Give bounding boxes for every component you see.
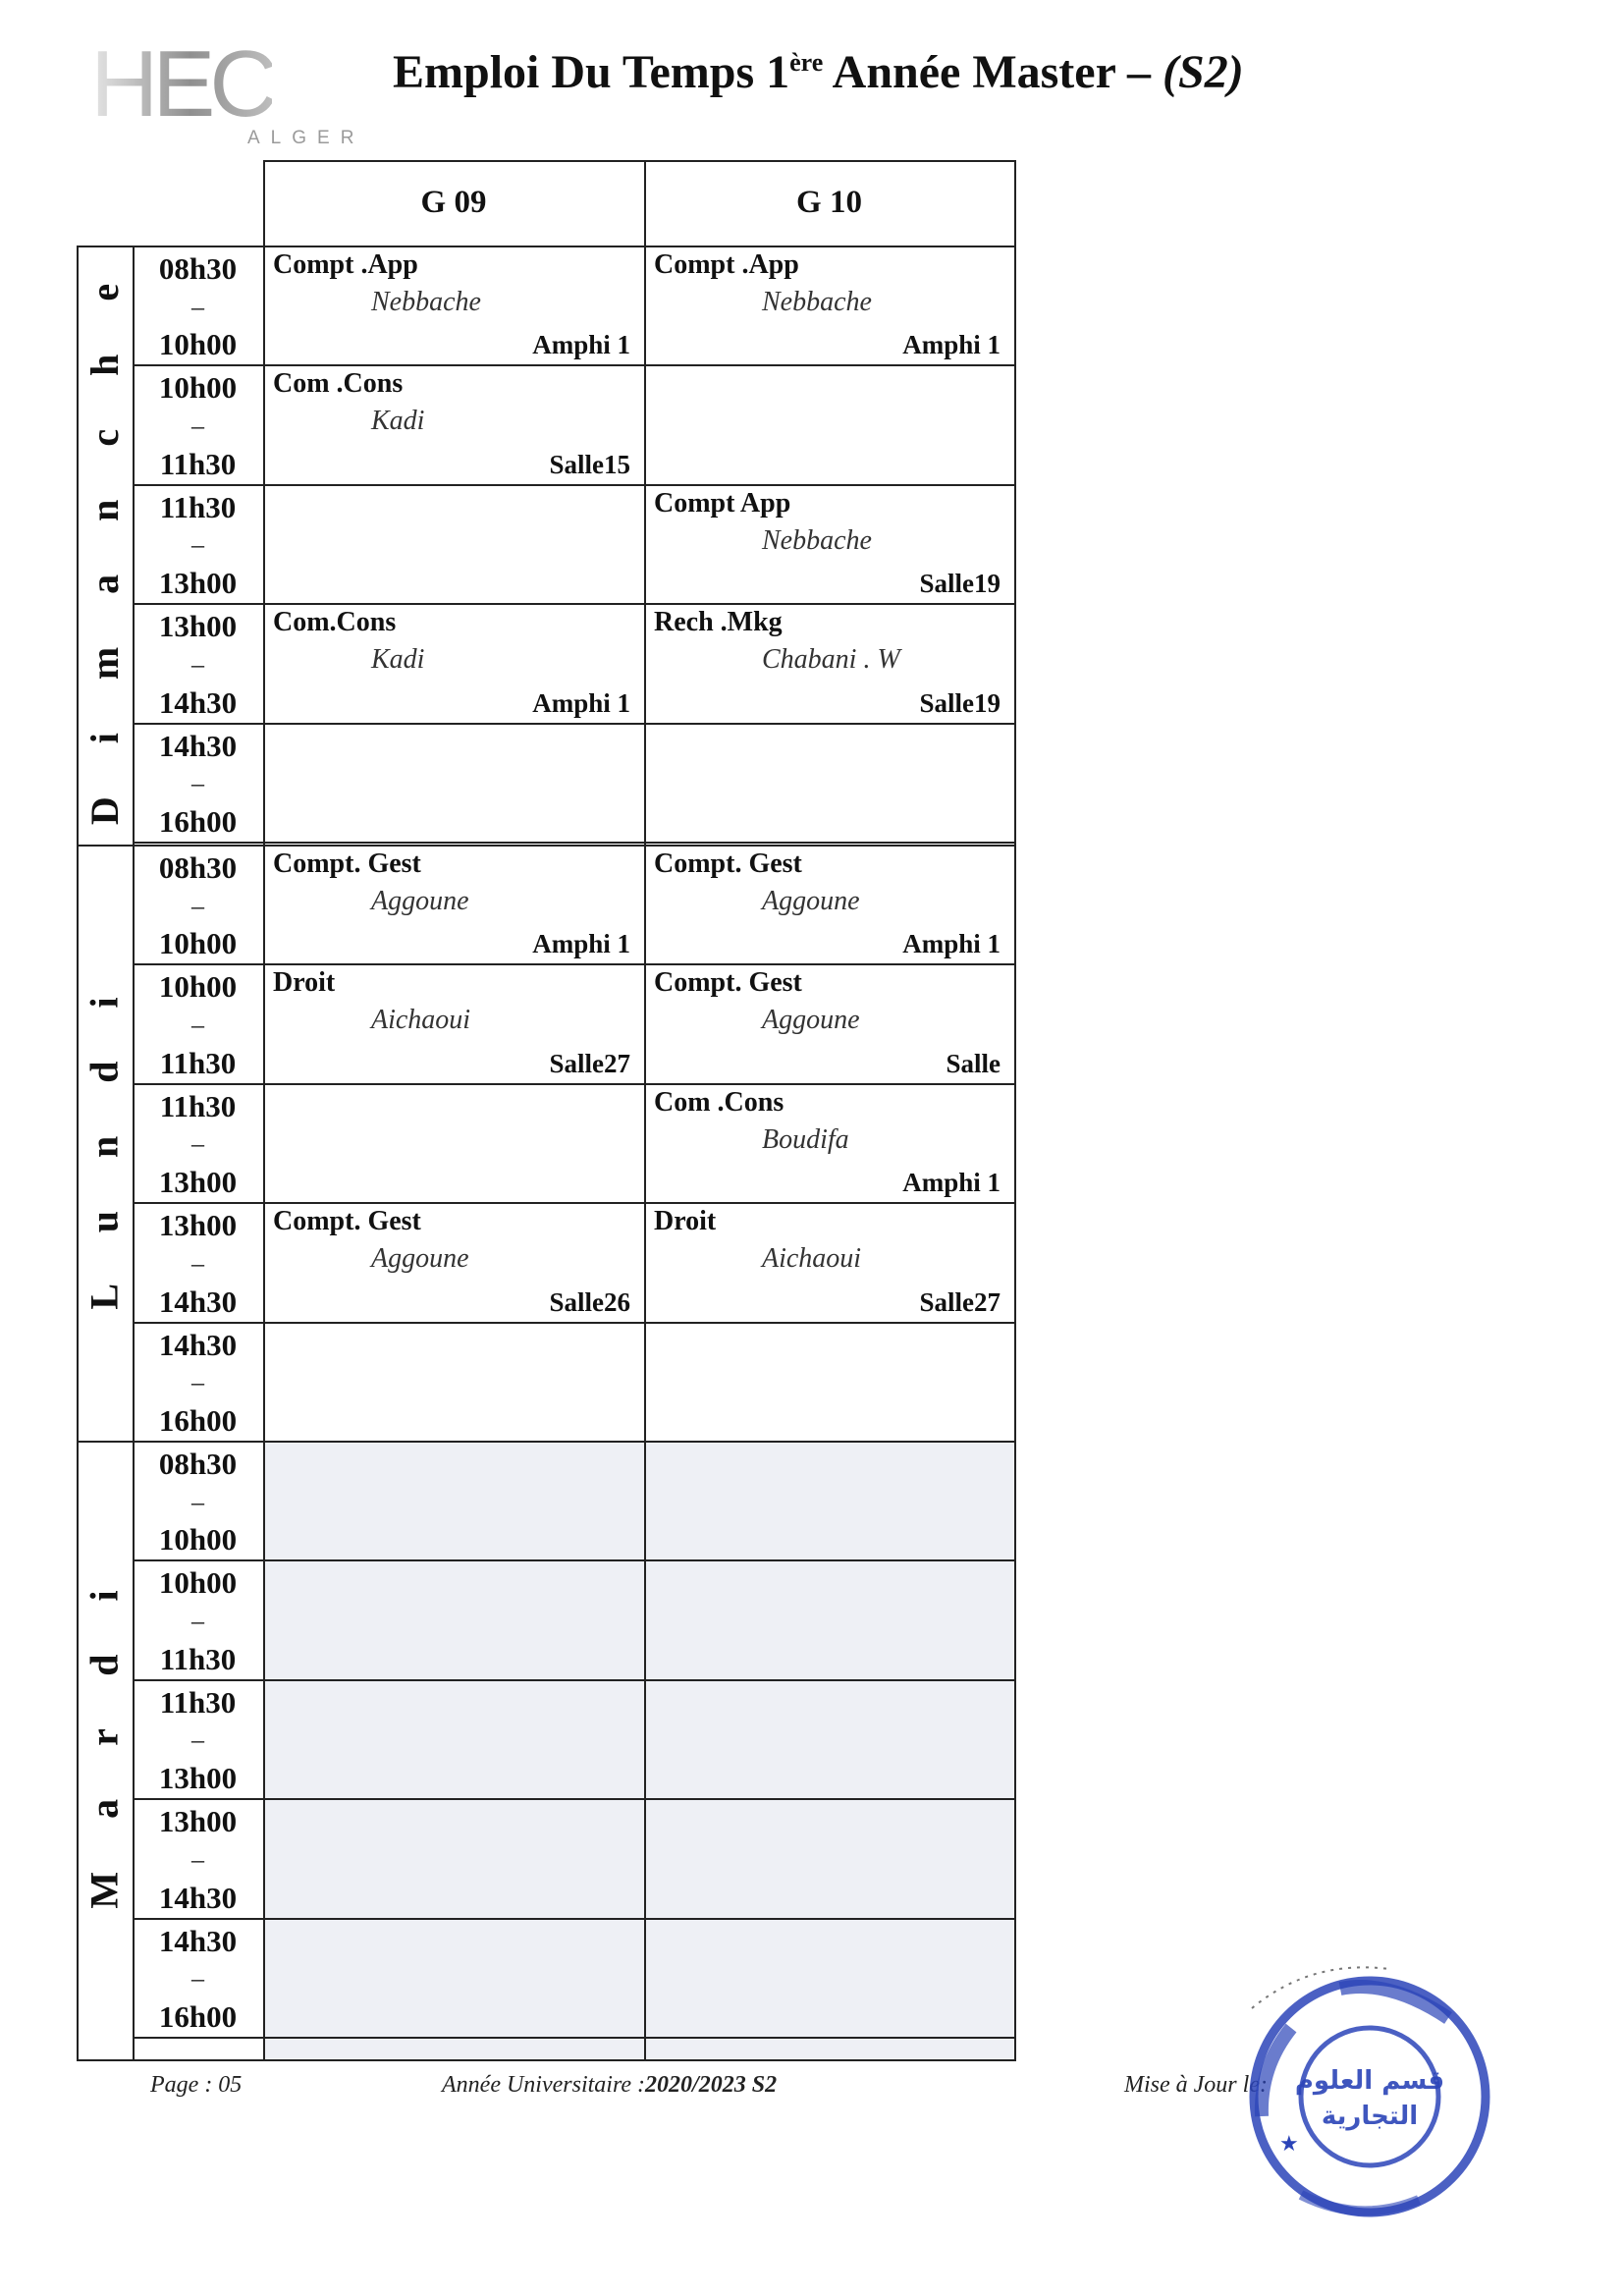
update-label: Mise à Jour le: (1124, 2072, 1268, 2098)
course-name: Compt .App (654, 249, 799, 280)
room-name: Amphi 1 (532, 929, 630, 959)
day-name: L u n d i (82, 975, 128, 1310)
course-cell-g10 (644, 1918, 1014, 2037)
professor-name: Aggoune (371, 886, 469, 916)
room-name: Salle15 (549, 449, 630, 479)
time-end: 11h30 (159, 446, 237, 481)
bottom-border (77, 2059, 1016, 2061)
time-slot (133, 1679, 263, 1798)
course-cell-g10 (644, 1559, 1014, 1678)
time-separator: – (191, 1368, 204, 1397)
room-name: Amphi 1 (532, 687, 630, 718)
course-cell-g09 (263, 723, 644, 842)
group-header-g10: G 10 (796, 185, 862, 220)
page-number: Page : 05 (150, 2072, 243, 2098)
day-label-0 (77, 246, 133, 842)
course-cell-g10 (644, 603, 1014, 722)
time-slot (133, 723, 263, 842)
academic-year (442, 2072, 777, 2099)
course-cell-g09 (263, 1559, 644, 1678)
stamp-text-2: التجارية (1321, 2102, 1419, 2131)
room-name: Amphi 1 (902, 330, 1001, 360)
g10-column-border (644, 160, 646, 2059)
time-separator: – (191, 769, 204, 798)
room-name: Salle (946, 1048, 1001, 1078)
course-cell-g09 (263, 1918, 644, 2037)
time-start: 08h30 (158, 850, 238, 885)
day-label-1 (77, 845, 133, 1441)
time-end: 11h30 (159, 1045, 237, 1080)
course-name: Compt App (654, 487, 791, 519)
course-cell-g10 (644, 1322, 1014, 1441)
course-cell-g09 (263, 845, 644, 963)
room-name: Salle27 (919, 1286, 1001, 1317)
time-end: 16h00 (158, 803, 238, 839)
course-cell-g09 (263, 1441, 644, 1559)
course-name: Com .Cons (654, 1086, 784, 1118)
left-border (77, 246, 79, 2059)
time-slot (133, 1083, 263, 1202)
course-cell-g10 (644, 723, 1014, 842)
course-name: Droit (273, 967, 336, 999)
day-divider (77, 1441, 1014, 1443)
course-name: Com .Cons (273, 368, 404, 400)
day-divider (77, 845, 1014, 847)
time-separator: – (191, 1129, 204, 1159)
course-cell-g09 (263, 1202, 644, 1321)
time-separator: – (191, 1607, 204, 1636)
time-separator: – (191, 1011, 204, 1040)
course-name: Compt. Gest (273, 1206, 421, 1237)
day-divider (77, 246, 1014, 247)
day-name: M a r d i (82, 1568, 127, 1909)
stamp-text: قسم العلوم (1294, 2066, 1445, 2096)
time-slot (133, 1798, 263, 1917)
time-start: 10h00 (158, 969, 238, 1005)
time-start: 14h30 (158, 1327, 238, 1362)
time-separator: – (191, 292, 204, 321)
academic-year-value: 2020/2023 S2 (645, 2072, 778, 2098)
time-end: 10h00 (158, 1522, 238, 1558)
time-start: 14h30 (158, 1923, 238, 1958)
time-end: 14h30 (158, 684, 238, 720)
course-name: Compt. Gest (273, 848, 421, 879)
course-cell-g09 (263, 1083, 644, 1202)
time-start: 14h30 (158, 728, 238, 763)
time-separator: – (191, 1487, 204, 1516)
time-end: 13h00 (158, 1165, 238, 1200)
professor-name: Boudifa (762, 1123, 849, 1155)
room-name: Salle26 (549, 1286, 630, 1317)
course-cell-g10 (644, 364, 1014, 483)
time-slot (133, 1559, 263, 1678)
title-semester: (S2) (1163, 46, 1244, 98)
time-end: 13h00 (158, 1761, 238, 1796)
official-stamp (1222, 1949, 1517, 2244)
time-end: 16h00 (158, 1998, 238, 2034)
time-end: 16h00 (158, 1402, 238, 1438)
time-separator: – (191, 411, 204, 441)
course-cell-g10 (644, 1441, 1014, 1559)
header-top-border (263, 160, 1014, 162)
time-start: 13h00 (158, 609, 238, 644)
time-start: 11h30 (159, 1088, 237, 1123)
professor-name: Aggoune (762, 1005, 860, 1036)
day-name: D i m a n c h e (82, 261, 128, 826)
time-separator: – (191, 1964, 204, 1994)
time-slot (133, 484, 263, 603)
professor-name: Nebbache (762, 287, 872, 317)
room-name: Salle19 (919, 687, 1001, 718)
professor-name: Aggoune (371, 1243, 469, 1275)
time-start: 11h30 (159, 489, 237, 524)
room-name: Salle19 (919, 569, 1001, 599)
professor-name: Nebbache (371, 287, 481, 317)
time-end: 10h00 (158, 327, 238, 362)
course-cell-g09 (263, 484, 644, 603)
professor-name: Aichaoui (371, 1005, 471, 1036)
course-cell-g10 (644, 963, 1014, 1082)
time-slot (133, 1322, 263, 1441)
time-slot (133, 1918, 263, 2037)
logo-mark: HEC (90, 31, 272, 137)
room-name: Amphi 1 (902, 1168, 1001, 1198)
time-separator: – (191, 1248, 204, 1278)
group-header-g09: G 09 (420, 185, 487, 220)
professor-name: Aggoune (762, 886, 860, 916)
time-separator: – (191, 891, 204, 920)
time-start: 10h00 (158, 1565, 238, 1601)
course-cell-g09 (263, 1322, 644, 1441)
professor-name: Kadi (371, 406, 425, 437)
logo-subtitle: ALGER (247, 128, 365, 148)
course-cell-g10 (644, 1083, 1014, 1202)
course-name: Rech .Mkg (654, 607, 783, 638)
time-slot (133, 364, 263, 483)
professor-name: Nebbache (762, 524, 872, 556)
time-separator: – (191, 1725, 204, 1755)
course-name: Compt .App (273, 249, 418, 280)
time-start: 08h30 (158, 251, 238, 286)
time-end: 11h30 (159, 1641, 237, 1676)
course-cell-g09 (263, 246, 644, 364)
time-separator: – (191, 530, 204, 560)
room-name: Amphi 1 (902, 929, 1001, 959)
title-main: Emploi Du Temps 1 (393, 46, 790, 98)
time-start: 08h30 (158, 1447, 238, 1481)
course-name: Compt. Gest (654, 967, 802, 999)
time-slot (133, 963, 263, 1082)
time-start: 11h30 (159, 1684, 237, 1720)
course-cell-g10 (644, 1679, 1014, 1798)
time-separator: – (191, 649, 204, 679)
time-start: 13h00 (158, 1804, 238, 1839)
academic-year-prefix: Année Universitaire : (442, 2072, 646, 2098)
course-cell-g10 (644, 484, 1014, 603)
time-column-border (133, 246, 135, 2059)
day-label-2 (77, 1441, 133, 2037)
room-name: Amphi 1 (532, 330, 630, 360)
professor-name: Chabani . W (762, 644, 900, 676)
course-cell-g09 (263, 1798, 644, 1917)
time-slot (133, 1441, 263, 1559)
time-end: 10h00 (158, 926, 238, 961)
course-name: Com.Cons (273, 607, 397, 638)
time-slot (133, 246, 263, 364)
stamp-star: ★ (1279, 2132, 1299, 2157)
right-border (1014, 160, 1016, 2061)
time-start: 13h00 (158, 1208, 238, 1243)
course-name: Compt. Gest (654, 848, 802, 879)
course-cell-g09 (263, 963, 644, 1082)
course-name: Droit (654, 1206, 717, 1237)
time-slot (133, 603, 263, 722)
professor-name: Kadi (371, 644, 425, 676)
course-cell-g09 (263, 603, 644, 722)
course-cell-g10 (644, 1202, 1014, 1321)
professor-name: Aichaoui (762, 1243, 862, 1275)
course-cell-g10 (644, 1798, 1014, 1917)
course-cell-g09 (263, 364, 644, 483)
g09-column-border (263, 160, 265, 2059)
time-separator: – (191, 1844, 204, 1874)
course-cell-g10 (644, 246, 1014, 364)
title-rest: Année Master – (823, 46, 1163, 98)
title-sup: ère (789, 48, 824, 77)
room-name: Salle27 (549, 1048, 630, 1078)
time-end: 13h00 (158, 566, 238, 601)
hec-logo (90, 31, 375, 155)
course-cell-g09 (263, 1679, 644, 1798)
time-end: 14h30 (158, 1284, 238, 1319)
page-title (393, 45, 1244, 99)
time-slot (133, 845, 263, 963)
time-start: 10h00 (158, 370, 238, 406)
time-slot (133, 1202, 263, 1321)
time-end: 14h30 (158, 1880, 238, 1915)
course-cell-g10 (644, 845, 1014, 963)
